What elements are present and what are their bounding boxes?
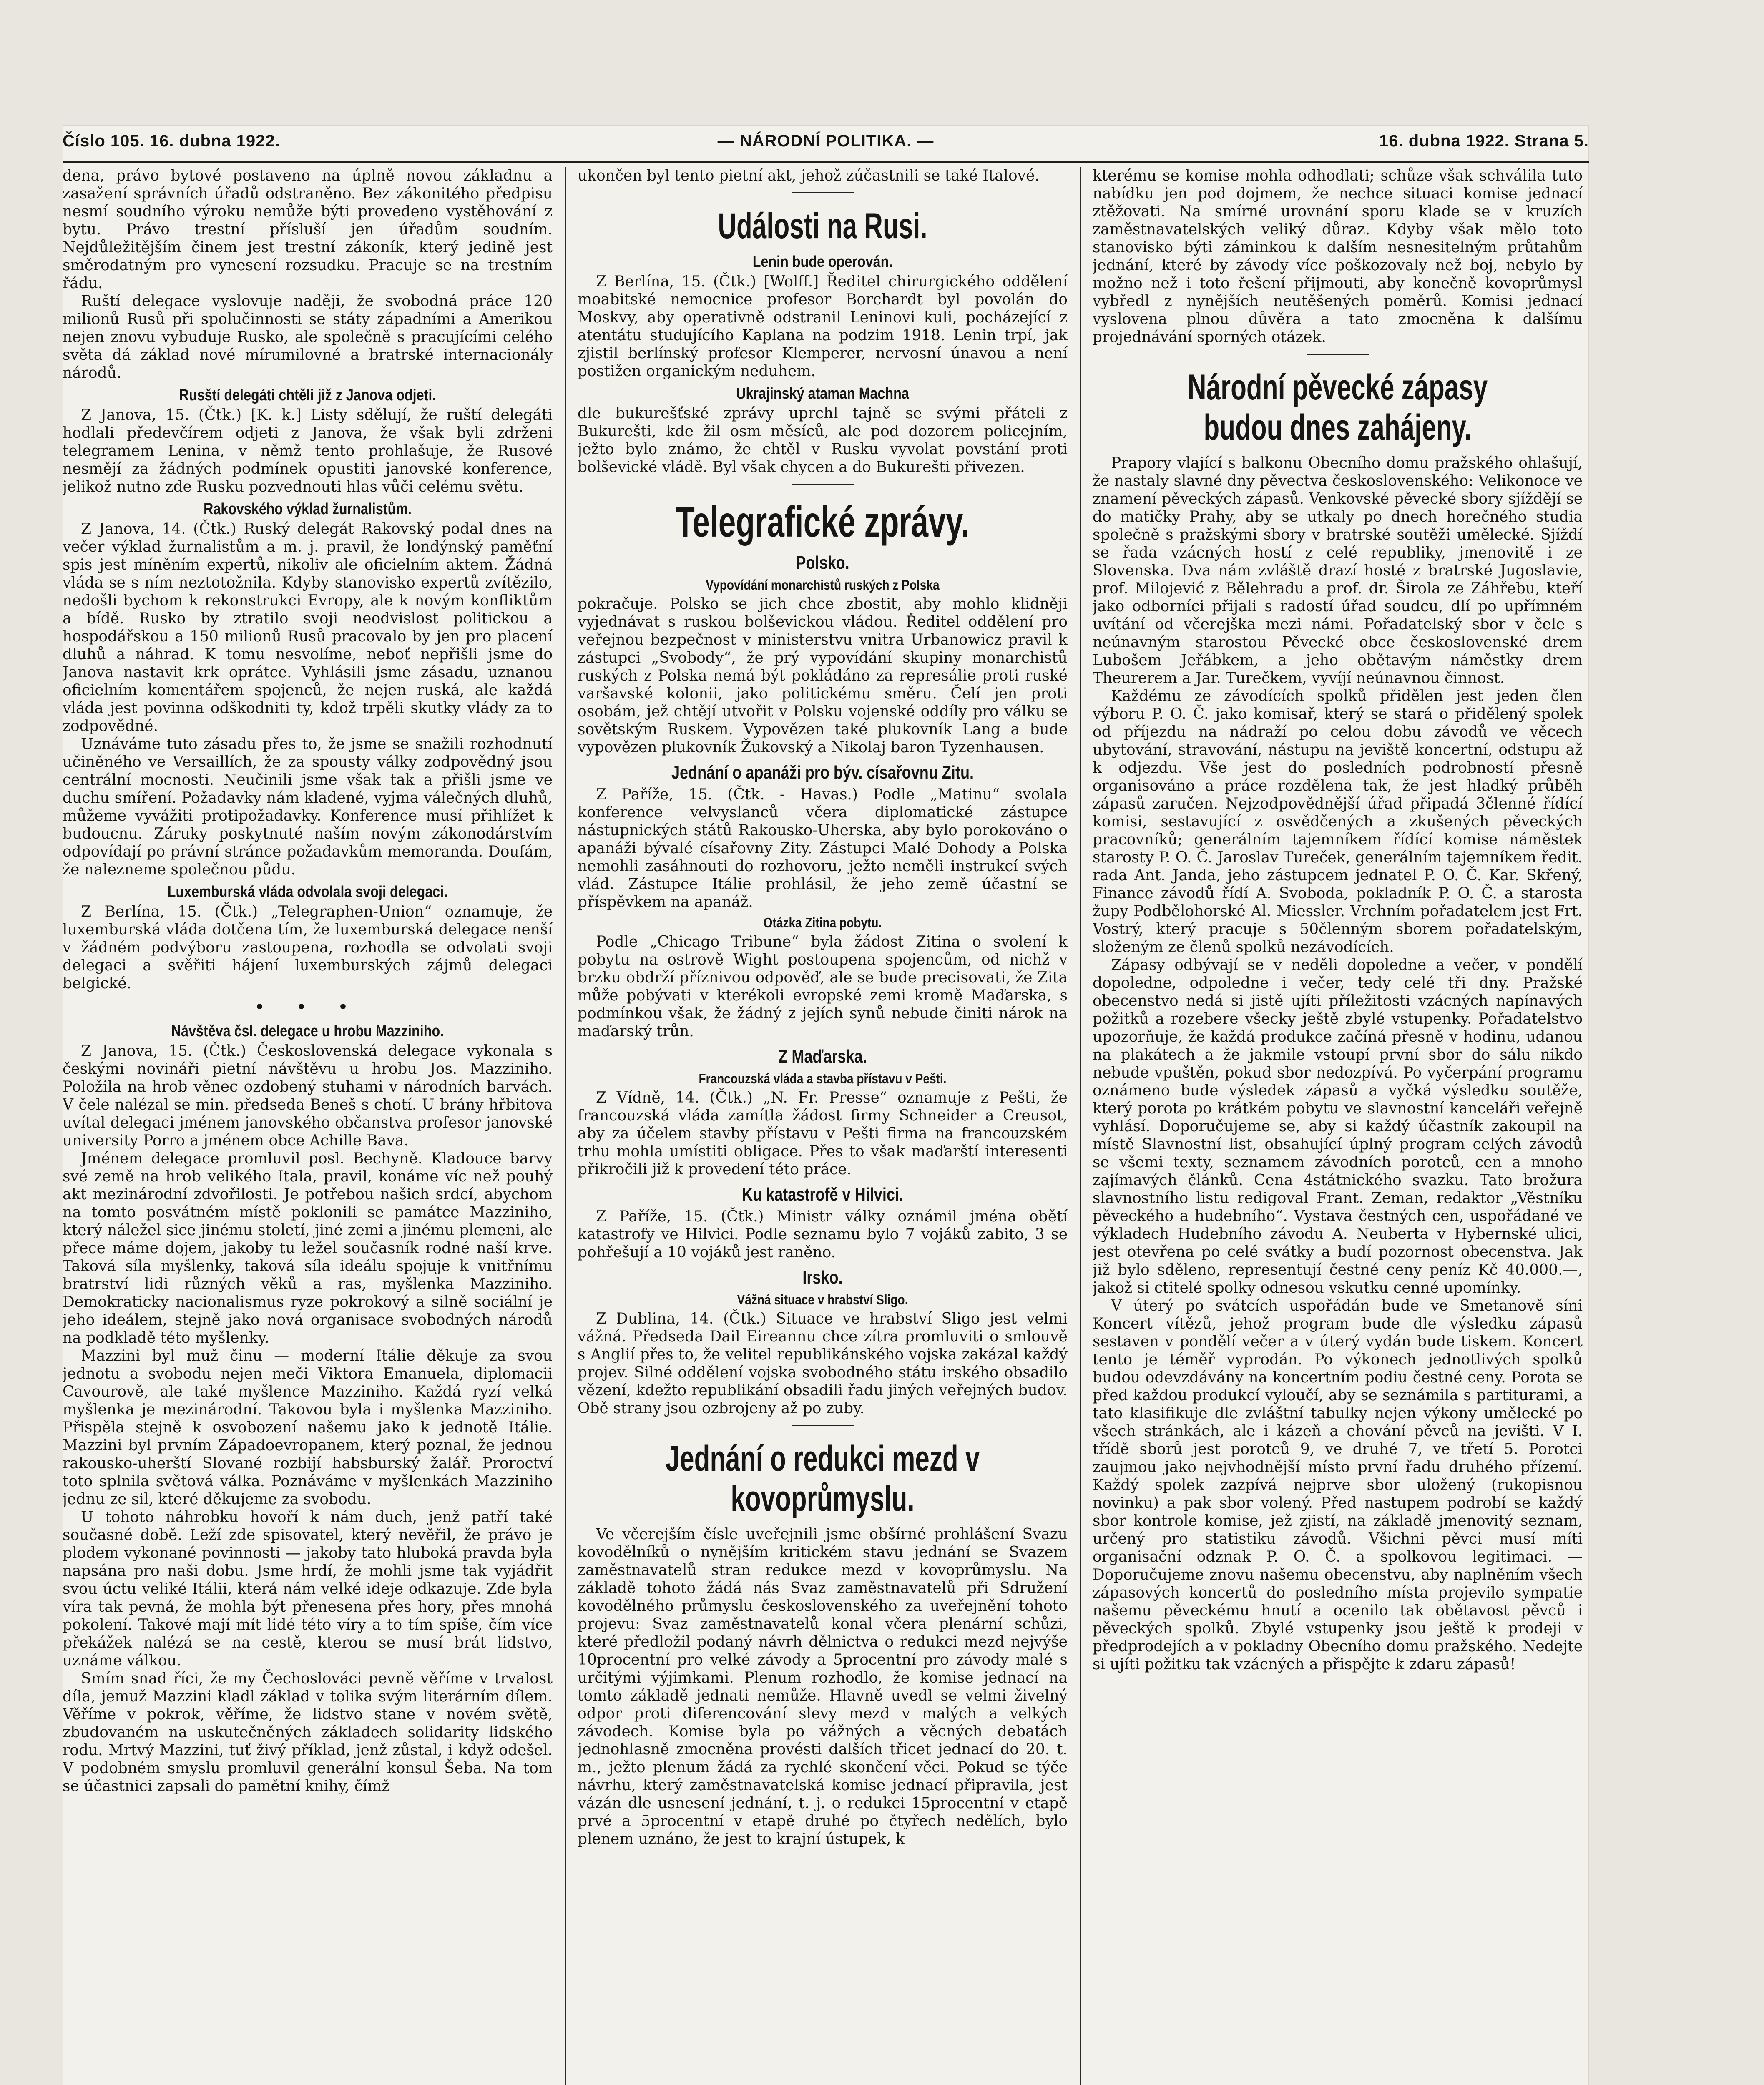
- article-text: Mazzini byl muž činu — moderní Itálie děkuje za svou jednotu a svobodu nejen meči Viktora Emanuela, diplomacii Cavourově, ale také myšlence Mazziniho. Každá ryzí velká myšlenka je mezinárodní. Takovou byla i myšlenka Mazziniho. Přispěla stejně k osvobození našemu jako k jednotě Itálie. Mazzini byl prvním Západoevropanem, který poznal, že jednou rakousko-uherští Slované rozbijí habsburský žalář. Proroctví toto splnila světová válka. Poznáváme v myšlenkách Mazziniho jednu ze sil, které děkujeme za svobodu.: [63, 1347, 553, 1508]
- headline: Vypovídání monarchistů ruských z Polska: [706, 577, 940, 593]
- headline: Ukrajinský ataman Machna: [736, 385, 909, 402]
- section-divider: [1307, 354, 1369, 355]
- article-text: Z Paříže, 15. (Čtk. - Havas.) Podle „Matinu“ svolala konference velvyslanců včera diplomatické zástupce nástupnických států Rakousko-Uherska, aby bylo porokováno o apanáži bývalé císařovny Zity. Zástupci Malé Dohody a Polska nemohli zasáhnouti do rozhovoru, ježto neměli instrukcí svých vlád. Zástupce Itálie prohlásil, že jeho země účastní se příspěvkem na apanáž.: [578, 786, 1068, 911]
- section-headline: Jednání o redukci mezd v kovoprůmyslu.: [665, 1439, 980, 1519]
- headline: Otázka Zitina pobytu.: [763, 915, 882, 930]
- article-text: Ve včerejším čísle uveřejnili jsme obšírné prohlášení Svazu kovodělníků o nynějším kritickém stavu jednání se Svazem zaměstnavatelů stran redukce mezd v kovoprůmyslu. Na základě tohoto žádá nás Svaz zaměstnavatelů při Sdružení kovodělného průmyslu československého za uveřejnění tohoto projevu: Svaz zaměstnavatelů konal včera plenární schůzi, které předložil podaný návrh dělnictva o redukci mezd nejvýše 10procentní pro velké závody a 5procentní pro závody malé s určitými výjimkami. Plenum rozhodlo, že komise jednací na tomto základě jednati nemůže. Hlavně uvedl se velmi živelný odpor proti diferencování slevy mezd v malých a velkých závodech. Komise byla po vážných a věcných debatách jednohlasně zmocněna provésti dalších třicet jednací do 20. t. m., ježto plenum žádá za rychlé skončení věci. Pokud se týče návrhu, který zaměstnavatelská komise jednací připravila, jest vázán dle usnesení jednání, t. j. o redukci 15procentní v etapě prvé a 5procentní v etapě druhé po čtyřech nedělích, bylo plenem uznáno, že jest to krajní ústupek, k: [578, 1526, 1068, 1848]
- column-3: [1093, 167, 1583, 2085]
- article-text: pokračuje. Polsko se jich chce zbostit, aby mohlo klidněji vyjednávat s ruskou bolševickou vládou. Ředitel oddělení pro veřejnou bezpečnost v ministerstvu vnitra Urbanowicz pravil k zástupci „Svobody“, že prý vypovídání skupiny monarchistů ruských z Polska nemá být pokládáno za represálie proti ruské varšavské kolonii, jako politickému směru. Čelí jen proti osobám, jež chtějí utvořit v Polsku vojenské oddíly pro válku se sovětským Ruskem. Vypovězen také plukovník Lang a bude vypovězen plukovník Žukovský a Nikolaj baron Tyzenhausen.: [578, 595, 1068, 756]
- separator-dots: • • •: [254, 997, 361, 1018]
- running-header: [63, 132, 1589, 161]
- section-headline: Události na Rusi.: [718, 206, 927, 246]
- headline: Vážná situace v hrabství Sligo.: [737, 1292, 908, 1307]
- masthead: — NÁRODNÍ POLITIKA. —: [717, 132, 934, 150]
- article-text: Z Paříže, 15. (Čtk.) Ministr války oznámil jména obětí katastrofy ve Hilvici. Podle seznamu bylo 7 vojáků zabito, 3 se pohřešují a 10 vojáků jest raněno.: [578, 1208, 1068, 1261]
- article-text: dle bukurešťské zprávy uprchl tajně se svými přáteli z Bukurešti, kde žil osm měsíců, ale pod dozorem policejním, ježto bylo známo, že chtěl v Rusku vyvolat povstání proti bolševické vládě. Byl však chycen a do Bukurešti přivezen.: [578, 405, 1068, 476]
- headline: Rakovského výklad žurnalistům.: [203, 500, 412, 518]
- section-headline: Národní pěvecké zápasy budou dnes zahájeny.: [1187, 367, 1488, 447]
- section-divider: [792, 192, 854, 193]
- issue-number: Číslo 105. 16. dubna 1922.: [63, 132, 280, 150]
- article-text: dena, právo bytové postaveno na úplně novou základnu a zasažení správních úřadů odstraněno. Bez zákonitého předpisu nesmí soudního výroku nemůže býti provedeno vystěhování z bytu. Právo trestní přísluší jen úřadům soudním. Nejdůležitějším činem jest trestní zákoník, který jedině jest směrodatným pro vynesení rozsudku. Pracuje se na trestním řádu.: [63, 167, 553, 292]
- page-number: 16. dubna 1922. Strana 5.: [1379, 132, 1589, 150]
- article-text: Z Berlína, 15. (Čtk.) [Wolff.] Ředitel chirurgického oddělení moabitské nemocnice profesor Borchardt byl povolán do Moskvy, aby operativně odstranil Leninovi kuli, pocházející z atentátu studujícího Kaplana na podzim 1918. Lenin trpí, jak zjistil berlínský profesor Klemperer, nervosní únavou a není postižen organickým neduhem.: [578, 273, 1068, 380]
- article-text: kterému se komise mohla odhodlati; schůze však schválila tuto nabídku jen pod dojmem, že nechce situaci komise jednací ztěžovati. Na smírné urovnání sporu klade se v kruzích zaměstnavatelských veliký důraz. Kdyby však mělo toto stanovisko býti záminkou k dalším nesnesitelným průtahům jednání, které by závody více poškozovaly než boj, nebylo by možno než i toto řešení přijmouti, aby konečně kovoprůmysl vybředl z nynějších neutěšených poměrů. Komisi jednací vyslovena plnou důvěra a tato zmocněna k dalšímu projednávání sporných otázek.: [1093, 167, 1583, 346]
- article-text: Z Janova, 14. (Čtk.) Ruský delegát Rakovský podal dnes na večer výklad žurnalistům a m. j. pravil, že londýnský paměťní spis jest míněním expertů, nikoliv ale oficielním aktem. Žádná vláda se s ním neztotožnila. Kdyby stanovisko expertů zvítězilo, nedošli bychom k rekonstrukci Evropy, ale k novým konfliktům a bídě. Rusko by ztratilo svoji neodvislost politickou a hospodářskou a 150 milionů Rusů pracovalo by jen pro placení dluhů a náhrad. K tomu nesvolíme, neboť nepřišli jsme do Janova nastavit krk oprátce. Vyhlásili jsme zásadu, uznanou oficielním komentářem spojenců, že nejen ruská, ale každá vláda jest povinna odškodniti ty, kdož trpěli skutky vlády za to zodpovědné.: [63, 520, 553, 735]
- article-text: ukončen byl tento pietní akt, jehož zúčastnili se také Italové.: [578, 167, 1040, 184]
- article-text: Smím snad říci, že my Čechoslováci pevně věříme v trvalost díla, jemuž Mazzini kladl základ v tolika svým literárním dílem. Věříme v pokrok, věříme, že lidstvo stane v novém světě, zbudovaném na uskutečněných základech solidarity lidského rodu. Mrtvý Mazzini, tuť živý příklad, jenž zůstal, i když odešel. V podobném smyslu promluvil generální konsul Šeba. Na tom se účastnici zapsali do pamětní knihy, čímž: [63, 1670, 553, 1795]
- article-text: Zápasy odbývají se v neděli dopoledne a večer, v pondělí dopoledne, odpoledne i večer, tedy celé tři dny. Pražské obecenstvo nedá si jistě ujíti příležitosti vzácných napínavých požitků a rozebere všecky ještě zbylé vstupenky. Pořadatelstvo upozorňuje, že každá produkce začíná přesně v hodinu, udanou na plakátech a že jakmile vstoupí první sbor do sálu nikdo nebude vpuštěn, pokud sbor nedozpívá. Po vyčerpání programu oznámeno bude výsledek zápasů a vyčká výsledku soutěže, který porota po krátkém pobytu ve slavnostní kanceláři veřejně vyhlásí. Doporučujeme se, aby si každý účastník zakoupil na místě Slavnostní list, obsahující úplný program celých závodů se všemi texty, seznamem závodních porotců, cen a mnoho zajímavých článků. Cena 4státnického svazku. Tato brožura slavnostního listu redigoval Frant. Zeman, redaktor „Věstníku pěveckého a hudebního“. Vystava čestných cen, uspořádané ve výkladech Hudebního závodu A. Neuberta v Hybernské ulici, jest otevřena po celé svátky a budí pozornost obecenstva. Jak již bylo sděleno, representují čestné ceny peníz Kč 40.000.—, jakož si ctitelé spolky odnesou vskutku cenné upomínky.: [1093, 957, 1583, 1296]
- section-headline: Telegrafické zprávy.: [676, 498, 970, 546]
- article-text: Z Berlína, 15. (Čtk.) „Telegraphen-Union“ oznamuje, že luxemburská vláda dotčena tím, že luxemburská delegace nenší v žádném podvýboru zastoupena, rozhodla se odvolati svoji delegaci a svěřiti hájení luxemburských zájmů delegaci belgické.: [63, 903, 553, 992]
- headline: Návštěva čsl. delegace u hrobu Mazziniho.: [171, 1022, 444, 1040]
- headline: Lenin bude operován.: [752, 253, 893, 271]
- headline: Rusští delegáti chtěli již z Janova odjeti.: [179, 387, 436, 404]
- article-text: V úterý po svátcích uspořádán bude ve Smetanově síni Koncert vítězů, jehož program bude dle výsledku zápasů sestaven v pondělí večer a v úterý vydán bude tiskem. Koncert tento je téměř vyprodán. Po výkonech jednotlivých spolků budou odevzdávány na koncertním podiu čestné ceny. Porota se před každou produkcí vyloučí, aby se seznámila s partiturami, a tato klasifikuje dle zvláštní tabulky nejen výkony umělecké po všech stránkách, ale i kázeň a chování pěvců na jevišti. V I. třídě sborů jest porotců 9, ve druhé 7, ve třetí 5. Porotci zaujmou jako nejvhodnější místo první řadu druhého přízemí. Každý spolek zazpívá nejprve sbor uložený (rukopisnou novinku) a pak sbor volený. Před nastupem podrobí se každý sbor kontrole komise, jež zjistí, na základě jmenovitý seznam, určený pro statistiku závodů. Všichni pěvci musí míti organisační odznak P. O. Č. a spolkovou legitimaci. — Doporučujeme znovu našemu obecenstvu, aby naplněním všech zápasových koncertů do posledního místa projevilo sympatie našemu pěveckému hnutí a ocenilo tak obětavost pěvců i pěveckých spolků. Zbylé vstupenky jsou ještě k prodeji v předprodejích a v pokladny Obecního domu pražského. Nedejte si ujíti požitku tak vzácných a přispějte k zdaru zápasů!: [1093, 1297, 1583, 1673]
- article-text: Z Janova, 15. (Čtk.) Československá delegace vykonala s českými novináři pietní návštěvu u hrobu Jos. Mazziniho. Položila na hrob věnec ozdobený stuhami v národních barvách. V čele nalézal se min. předseda Beneš s chotí. U brány hřbitova uvítal delegaci jménem janovského občanstva profesor janovské university Porro a jménem obce Achille Bava.: [63, 1042, 553, 1149]
- article-text: Z Janova, 15. (Čtk.) [K. k.] Listy sdělují, že ruští delegáti hodlali předevčírem odjeti z Janova, že však byli zdrženi telegramem Lenina, v němž tento prohlašuje, že Rusové nesmějí za žádných podmínek opustiti janovské konference, jelikož nutno zde Rusku pozvednouti hlas vůči celému světu.: [63, 407, 553, 495]
- subsection-headline: Polsko.: [796, 553, 849, 573]
- subsection-headline: Jednání o apanáži pro býv. císařovnu Zitu.: [671, 762, 974, 783]
- article-text: Podle „Chicago Tribune“ byla žádost Zitina o svolení k pobytu na ostrově Wight postoupena spojencům, od nichž v brzku obdrží příznivou odpověď, ale se bude precisovati, že Zita může pobývati v kterékoli evropské zemi kromě Maďarska, s podmínkou však, že žádný z jejích synů nebude činiti nárok na maďarský trůn.: [578, 933, 1068, 1040]
- header-rule: [63, 161, 1589, 163]
- article-text: Ruští delegace vyslovuje naději, že svobodná práce 120 milionů Rusů při spolučinnosti se státy západními a Amerikou nejen znovu vybuduje Rusko, ale společně s pracujícími celého světa dá základ nové mírumilovné a bratrské internacionály národů.: [63, 293, 553, 382]
- section-divider: [792, 1425, 854, 1426]
- headline: Luxemburská vláda odvolala svoji delegaci.: [167, 883, 448, 901]
- subsection-headline: Ku katastrofě v Hilvici.: [741, 1184, 903, 1205]
- article-text: Uznáváme tuto zásadu přes to, že jsme se snažili rozhodnutí učiněného ve Versaillích, že za spousty války zodpovědný jsou centrální mocnosti. Neučinili jsme však tak a přišli jsme ve duchu smíření. Požadavky nám kladené, vyjma válečných dluhů, můžeme vyvážiti protipožadavky. Konference musí přihlížet k budoucnu. Záruky poskytnuté naším novým zákonodárstvím odpovídají po právní stránce požadavkům memoranda. Doufám, že nalezneme společnou půdu.: [63, 736, 553, 878]
- article-text: Jménem delegace promluvil posl. Bechyně. Kladouce barvy své země na hrob velikého Itala, pravil, konáme víc než pouhý akt mezinárodní zdvořilosti. Je potřebou našich srdcí, abychom na tomto posvátném místě poklonili se památce Mazziniho, který náležel sice jinému století, jiné zemi a jinému plemeni, ale přece máme dojem, jakoby tu ležel současník rodné naší krve. Taková síla myšlenky, taková síla ideálu spojuje k vnitřnímu bratrství lidi různých věků a ras, myšlenka Mazziniho. Demokraticky nacionalismus ryze pokrokový a silně sociální je jeho ideálem, stejně jako nová organisace svobodných národů na podkladě této myšlenky.: [63, 1150, 553, 1346]
- column-rule: [1080, 167, 1081, 2085]
- section-divider: [792, 484, 854, 485]
- article-text: Z Dublina, 14. (Čtk.) Situace ve hrabství Sligo jest velmi vážná. Předseda Dail Eireannu chce zítra promluviti o smlouvě s Anglií přes to, že velitel republikánského vojska zakázal každý projev. Silné oddělení vojska svobodného státu irského obsadilo vězení, kdežto republikání obsadili řadu jiných veřejných budov. Obě strany jsou ozbrojeny až po zuby.: [578, 1310, 1068, 1417]
- column-rule: [565, 167, 566, 2085]
- subsection-headline: Irsko.: [802, 1267, 843, 1288]
- article-text: Každému ze závodících spolků přidělen jest jeden člen výboru P. O. Č. jako komisař, který se stará o přidělený spolek od příjezdu na nádraží po celou dobu závodů ve věcech ubytování, stravování, nástupu na jeviště koncertní, odstupu až k odjezdu. Vše jest do posledních podrobností přesně organisováno a práce rozdělena tak, že jest hladký průběh zápasů zaručen. Nejzodpovědnější úřad připadá 3členné řídící komisi, sestavující z osvědčených a zkušených pěveckých pracovníků; generálním tajemníkem řídící komise náměstek starosty P. O. Č. Jaroslav Tureček, generálním tajemníkem ředit. rada Ant. Janda, jeho zástupcem jednatel P. O. Č. Kar. Skřený, Finance závodů řídí A. Svoboda, pokladník P. O. Č. a starosta župy Podbělohorské Al. Miessler. Vrchním pořadatelem jest Frt. Vostrý, který pracuje s 50členným sborem pořadatelským, složeným ze členů spolků nezávodících.: [1093, 688, 1583, 956]
- subsection-headline: Z Maďarska.: [778, 1046, 867, 1067]
- article-text: Z Vídně, 14. (Čtk.) „N. Fr. Presse“ oznamuje z Pešti, že francouzská vláda zamítla žádost firmy Schneider a Creusot, aby za účelem stavby přístavu v Pešti firma na francouzském trhu mohla umístiti obligace. Přes to však maďarští interesenti přikročili již k provedení této práce.: [578, 1089, 1068, 1178]
- article-text: Prapory vlající s balkonu Obecního domu pražského ohlašují, že nastaly slavné dny pěvectva československého: Velikonoce ve znamení pěveckých zápasů. Venkovské pěvecké sbory sjíždějí se do matičky Prahy, aby se utkaly po dnech horečného studia společně s pražskými sbory v bratrské soutěži umělecké. Sjíždí se řada vzácných hostí z celé republiky, jmenovitě i ze Slovenska. Dva nám zvláště drazí hosté z bratrské Jugoslavie, prof. Milojević z Bělehradu a prof. dr. Širola ze Záhřebu, kteří jako odborníci přijali s radostí úřad soudcu, dlí po upřímném uvítání od včerejška mezi námi. Pořadatelský sbor v čele s neúnavným starostou Pěvecké obce československé drem Lubošem Jeřábkem, a jeho obětavým náměstky drem Theurerem a Jar. Turečkem, vyvíjí neúnavnou činnost.: [1093, 455, 1583, 687]
- column-1: [63, 167, 553, 2085]
- column-2: [578, 167, 1068, 2085]
- newspaper-page: [63, 125, 1589, 2085]
- article-text: U tohoto náhrobku hovoří k nám duch, jenž patří také současné době. Leží zde spisovatel, který nevěřil, že právo je plodem vykonané povinnosti — jakoby tato hluboká pravda byla napsána pro naši dobu. Jsme hrdí, že mohli jsme tak vyjádřit svou úctu veliké Itálii, která nám velké ideje odkazuje. Zde byla víra tak pevná, že mohla být přenesena přes hory, přes mnohá pokolení. Takové mají mít lidé této víry a to tím spíše, čím více překážek nalézá se na cestě, kterou se musí brát lidstvo, uznáme válkou.: [63, 1509, 553, 1669]
- headline: Francouzská vláda a stavba přístavu v Pešti.: [699, 1071, 947, 1086]
